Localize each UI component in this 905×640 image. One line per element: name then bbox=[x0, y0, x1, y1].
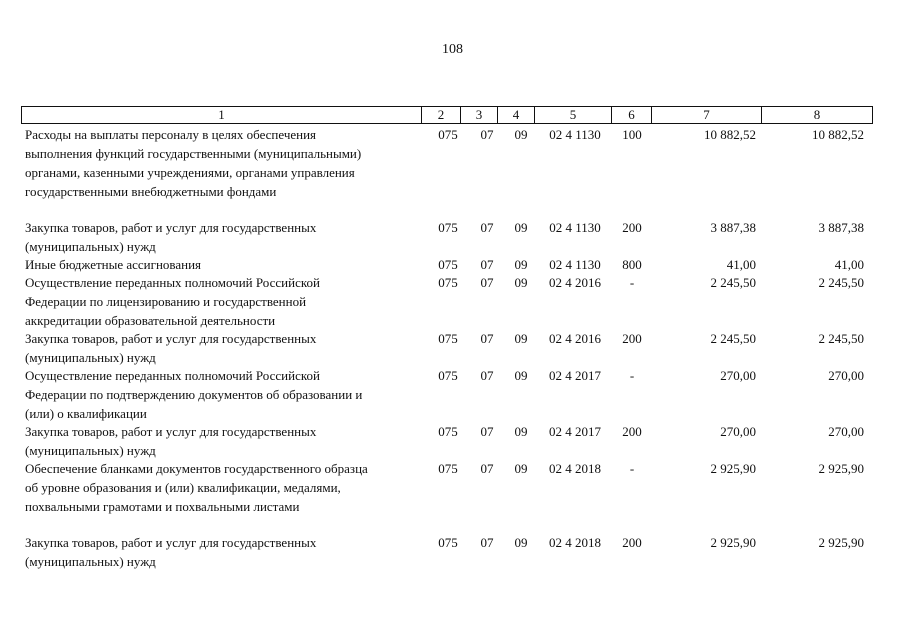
cell-target-article: 02 4 2016 bbox=[549, 275, 601, 290]
cell-razdel: 07 bbox=[480, 535, 494, 550]
expense-name-line: Закупка товаров, работ и услуг для государственных bbox=[25, 331, 317, 346]
expense-name-line: Федерации по подтверждению документов об образовании и bbox=[25, 387, 363, 402]
expense-name-line: (муниципальных) нужд bbox=[25, 443, 156, 458]
cell-amount-year-2: 3 887,38 bbox=[818, 220, 864, 235]
expense-name-line: Закупка товаров, работ и услуг для государственных bbox=[25, 535, 317, 550]
cell-expense-name bbox=[25, 459, 420, 516]
cell-expense-name bbox=[25, 218, 420, 256]
expense-name-line: органами, казенными учреждениями, органами управления bbox=[25, 165, 355, 180]
cell-target-article: 02 4 1130 bbox=[549, 127, 601, 142]
column-header-6: 6 bbox=[611, 107, 651, 123]
expense-name-line: (муниципальных) нужд bbox=[25, 350, 156, 365]
cell-target-article: 02 4 2018 bbox=[549, 461, 601, 476]
expense-name-line: Осуществление переданных полномочий Российской bbox=[25, 368, 320, 383]
cell-amount-year-1: 270,00 bbox=[720, 368, 756, 383]
cell-expense-type: 200 bbox=[622, 535, 642, 550]
cell-expense-type: 100 bbox=[622, 127, 642, 142]
cell-podrazdel: 09 bbox=[514, 461, 528, 476]
cell-expense-name bbox=[25, 255, 420, 274]
column-header-7: 7 bbox=[651, 107, 761, 123]
cell-razdel: 07 bbox=[480, 220, 494, 235]
expense-name-line: об уровне образования и (или) квалификации, медалями, bbox=[25, 480, 341, 495]
cell-podrazdel: 09 bbox=[514, 424, 528, 439]
cell-grbs: 075 bbox=[438, 220, 458, 235]
cell-expense-name bbox=[25, 125, 420, 201]
cell-amount-year-2: 10 882,52 bbox=[812, 127, 864, 142]
cell-grbs: 075 bbox=[438, 424, 458, 439]
cell-razdel: 07 bbox=[480, 127, 494, 142]
cell-target-article: 02 4 2018 bbox=[549, 535, 601, 550]
cell-podrazdel: 09 bbox=[514, 535, 528, 550]
cell-expense-type: - bbox=[629, 275, 635, 290]
cell-podrazdel: 09 bbox=[514, 257, 528, 272]
cell-target-article: 02 4 1130 bbox=[549, 257, 601, 272]
expense-name-line: (муниципальных) нужд bbox=[25, 554, 156, 569]
cell-podrazdel: 09 bbox=[514, 127, 528, 142]
cell-amount-year-1: 2 925,90 bbox=[710, 461, 756, 476]
expense-name-line: (или) о квалификации bbox=[25, 406, 147, 421]
cell-amount-year-2: 270,00 bbox=[828, 424, 864, 439]
cell-amount-year-1: 270,00 bbox=[720, 424, 756, 439]
column-header-3: 3 bbox=[460, 107, 497, 123]
expense-name-line: похвальными грамотами и похвальными листами bbox=[25, 499, 300, 514]
cell-expense-type: 200 bbox=[622, 220, 642, 235]
cell-podrazdel: 09 bbox=[514, 275, 528, 290]
cell-expense-name bbox=[25, 329, 420, 367]
cell-amount-year-2: 2 245,50 bbox=[818, 275, 864, 290]
cell-target-article: 02 4 2017 bbox=[549, 368, 601, 383]
cell-amount-year-2: 41,00 bbox=[834, 257, 864, 272]
cell-expense-name bbox=[25, 273, 420, 330]
column-header-2: 2 bbox=[421, 107, 460, 123]
cell-amount-year-1: 41,00 bbox=[726, 257, 756, 272]
expense-name-line: Закупка товаров, работ и услуг для государственных bbox=[25, 424, 317, 439]
cell-grbs: 075 bbox=[438, 368, 458, 383]
cell-expense-type: 800 bbox=[622, 257, 642, 272]
cell-amount-year-1: 2 245,50 bbox=[710, 331, 756, 346]
expense-name-line: Обеспечение бланками документов государственного образца bbox=[25, 461, 368, 476]
cell-amount-year-1: 2 245,50 bbox=[710, 275, 756, 290]
cell-expense-type: 200 bbox=[622, 331, 642, 346]
expense-name-line: Федерации по лицензированию и государственной bbox=[25, 294, 307, 309]
cell-grbs: 075 bbox=[438, 257, 458, 272]
cell-amount-year-1: 10 882,52 bbox=[704, 127, 756, 142]
expense-name-line: государственными внебюджетными фондами bbox=[25, 184, 277, 199]
cell-amount-year-1: 2 925,90 bbox=[710, 535, 756, 550]
cell-amount-year-2: 270,00 bbox=[828, 368, 864, 383]
page-number: 108 bbox=[442, 42, 463, 57]
cell-amount-year-1: 3 887,38 bbox=[710, 220, 756, 235]
cell-amount-year-2: 2 925,90 bbox=[818, 535, 864, 550]
cell-podrazdel: 09 bbox=[514, 331, 528, 346]
expense-name-line: выполнения функций государственными (муниципальными) bbox=[25, 146, 362, 161]
cell-grbs: 075 bbox=[438, 461, 458, 476]
cell-razdel: 07 bbox=[480, 461, 494, 476]
expense-name-line: Закупка товаров, работ и услуг для государственных bbox=[25, 220, 317, 235]
column-header-4: 4 bbox=[497, 107, 534, 123]
cell-razdel: 07 bbox=[480, 275, 494, 290]
cell-expense-name bbox=[25, 422, 420, 460]
cell-target-article: 02 4 2016 bbox=[549, 331, 601, 346]
cell-razdel: 07 bbox=[480, 331, 494, 346]
cell-razdel: 07 bbox=[480, 424, 494, 439]
expense-name-line: Расходы на выплаты персоналу в целях обеспечения bbox=[25, 127, 317, 142]
column-header-5: 5 bbox=[534, 107, 611, 123]
cell-expense-type: - bbox=[629, 461, 635, 476]
expense-name-line: (муниципальных) нужд bbox=[25, 239, 156, 254]
cell-grbs: 075 bbox=[438, 535, 458, 550]
column-header-1: 1 bbox=[218, 107, 225, 122]
cell-amount-year-2: 2 245,50 bbox=[818, 331, 864, 346]
cell-expense-name bbox=[25, 366, 420, 423]
cell-amount-year-2: 2 925,90 bbox=[818, 461, 864, 476]
cell-podrazdel: 09 bbox=[514, 368, 528, 383]
cell-target-article: 02 4 2017 bbox=[549, 424, 601, 439]
expense-name-line: аккредитации образовательной деятельности bbox=[25, 313, 276, 328]
cell-target-article: 02 4 1130 bbox=[549, 220, 601, 235]
column-header-8: 8 bbox=[761, 107, 872, 123]
cell-expense-type: 200 bbox=[622, 424, 642, 439]
table-header-row bbox=[21, 106, 873, 124]
cell-expense-name bbox=[25, 533, 420, 571]
cell-grbs: 075 bbox=[438, 127, 458, 142]
cell-expense-type: - bbox=[629, 368, 635, 383]
expense-name-line: Иные бюджетные ассигнования bbox=[25, 257, 202, 272]
cell-razdel: 07 bbox=[480, 368, 494, 383]
expense-name-line: Осуществление переданных полномочий Российской bbox=[25, 275, 320, 290]
cell-grbs: 075 bbox=[438, 275, 458, 290]
cell-grbs: 075 bbox=[438, 331, 458, 346]
cell-razdel: 07 bbox=[480, 257, 494, 272]
cell-podrazdel: 09 bbox=[514, 220, 528, 235]
